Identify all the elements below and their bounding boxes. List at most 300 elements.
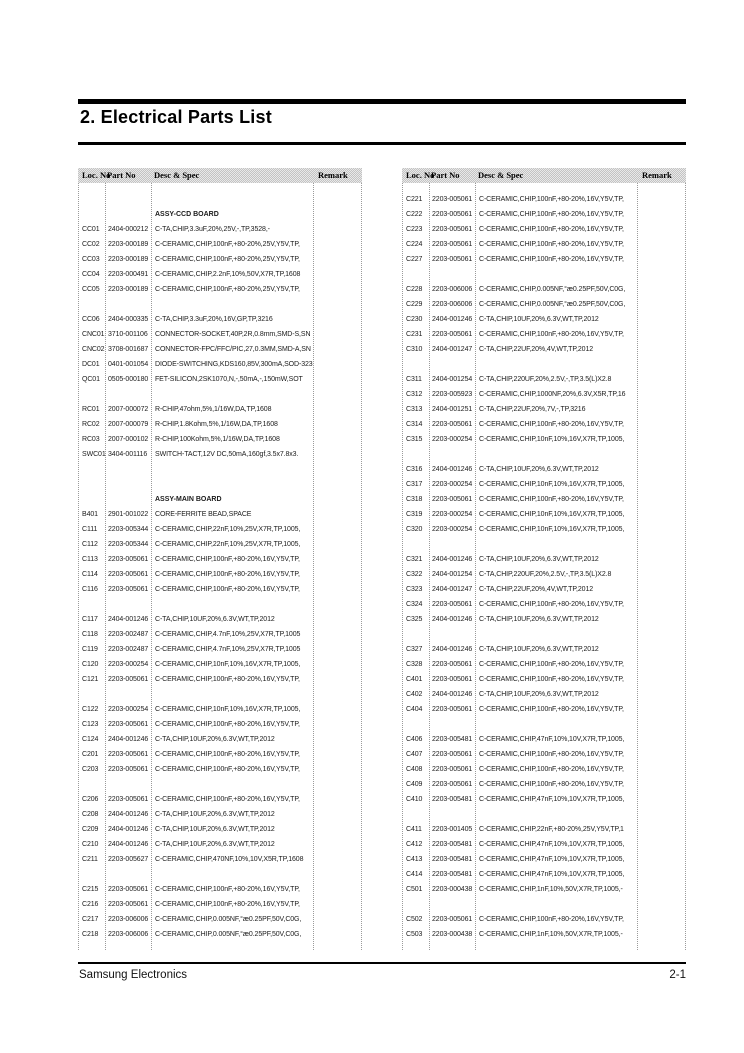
table-row [78,582,362,597]
loc-cell: C318 [406,496,423,503]
loc-cell: C231 [406,331,423,338]
desc-cell: C-TA,CHIP,10UF,20%,6.3V,WT,TP,2012 [479,616,599,623]
part-cell: 2203-005061 [108,586,149,593]
loc-cell: C223 [406,226,423,233]
loc-cell: C503 [406,931,423,938]
loc-cell [402,267,429,282]
part-cell: 2203-000189 [108,241,149,248]
table-row [402,222,686,237]
table-row [78,747,362,762]
part-cell: 2404-001246 [108,826,149,833]
remark-cell [637,762,686,777]
desc-cell [475,897,637,912]
part-cell: 2203-005344 [108,526,149,533]
loc-cell: C211 [82,856,98,863]
remark-cell [637,627,686,642]
loc-cell: C316 [406,466,423,473]
desc-cell: C-CERAMIC,CHIP,100nF,+80-20%,16V,Y5V,TP, [479,661,624,668]
remark-cell [313,507,362,522]
remark-cell [637,897,686,912]
desc-cell: C-CERAMIC,CHIP,100nF,+80-20%,16V,Y5V,TP, [155,766,300,773]
part-cell: 2203-000438 [432,886,473,893]
desc-cell: C-TA,CHIP,10UF,20%,6.3V,WT,TP,2012 [155,736,275,743]
desc-cell: C-CERAMIC,CHIP,10nF,10%,16V,X7R,TP,1005, [479,526,625,533]
remark-cell [313,927,362,942]
part-cell: 2203-005481 [432,871,473,878]
loc-cell [402,717,429,732]
table-row [78,717,362,732]
table-body-left [78,192,362,942]
remark-cell [313,342,362,357]
table-row [402,492,686,507]
loc-cell: C411 [406,826,422,833]
blank-row [78,297,362,312]
desc-cell: C-CERAMIC,CHIP,100nF,+80-20%,16V,Y5V,TP, [479,421,624,428]
desc-cell [475,357,637,372]
loc-cell: C119 [82,646,98,653]
loc-cell: RC03 [82,436,100,443]
loc-cell: C113 [82,556,98,563]
loc-cell: C124 [82,736,99,743]
desc-cell [151,687,313,702]
remark-cell [637,522,686,537]
remark-cell [637,297,686,312]
remark-cell [637,642,686,657]
part-cell: 2404-001251 [432,406,473,413]
part-cell: 2203-005481 [432,796,473,803]
loc-cell: B401 [82,511,98,518]
part-cell: 2203-005061 [432,241,473,248]
table-row [78,732,362,747]
part-cell: 2203-005061 [432,196,473,203]
loc-cell: C206 [82,796,99,803]
blank-row [402,807,686,822]
loc-cell: C408 [406,766,423,773]
table-row [402,777,686,792]
part-cell: 2203-005627 [108,856,149,863]
table-row [78,552,362,567]
loc-cell: C412 [406,841,423,848]
blank-row [78,777,362,792]
remark-cell [637,357,686,372]
desc-cell: C-CERAMIC,CHIP,100nF,+80-20%,16V,Y5V,TP, [479,676,624,683]
remark-cell [313,552,362,567]
desc-cell: C-TA,CHIP,10UF,20%,6.3V,WT,TP,2012 [479,556,599,563]
remark-cell [637,462,686,477]
desc-cell: R-CHIP,1.8Kohm,5%,1/16W,DA,TP,1608 [155,421,278,428]
table-row [402,882,686,897]
table-row [402,687,686,702]
part-cell: 3710-001106 [108,331,148,338]
table-row [78,567,362,582]
remark-cell [637,777,686,792]
loc-cell [78,492,105,507]
desc-cell: C-CERAMIC,CHIP,10nF,10%,16V,X7R,TP,1005, [479,511,625,518]
remark-cell [637,342,686,357]
loc-cell: C327 [406,646,423,653]
part-cell: 2203-005061 [432,601,473,608]
loc-cell: C328 [406,661,423,668]
desc-cell: C-CERAMIC,CHIP,100nF,+80-20%,16V,Y5V,TP, [479,241,624,248]
part-cell: 2203-005061 [432,781,473,788]
table-row [402,822,686,837]
loc-cell: C501 [406,886,423,893]
desc-cell [475,267,637,282]
desc-cell: R-CHIP,47ohm,5%,1/16W,DA,TP,1608 [155,406,272,413]
table-row [78,537,362,552]
table-row [402,912,686,927]
table-row [402,867,686,882]
loc-cell: CC04 [82,271,100,278]
remark-cell [637,267,686,282]
desc-cell [151,462,313,477]
remark-cell [313,192,362,207]
desc-cell: C-CERAMIC,CHIP,100nF,+80-20%,16V,Y5V,TP, [479,766,624,773]
desc-cell: C-CERAMIC,CHIP,100nF,+80-20%,16V,Y5V,TP, [479,706,624,713]
footer-page-number: 2-1 [669,969,686,981]
part-cell [105,387,151,402]
desc-cell: C-CERAMIC,CHIP,100nF,+80-20%,16V,Y5V,TP, [479,496,624,503]
desc-cell [151,192,313,207]
desc-cell [475,807,637,822]
desc-cell: C-CERAMIC,CHIP,4.7nF,10%,25V,X7R,TP,1005 [155,631,301,638]
remark-cell [637,852,686,867]
table-row [78,792,362,807]
loc-cell: CNC01 [82,331,105,338]
loc-cell: RC02 [82,421,100,428]
remark-cell [313,867,362,882]
desc-cell: C-CERAMIC,CHIP,100nF,+80-20%,16V,Y5V,TP, [155,556,300,563]
loc-cell: C120 [82,661,99,668]
blank-row [402,897,686,912]
remark-cell [313,597,362,612]
part-cell: 2404-001246 [432,316,473,323]
loc-cell: C323 [406,586,423,593]
part-cell: 2404-001246 [108,736,149,743]
remark-cell [637,252,686,267]
loc-cell: CNC02 [82,346,105,353]
table-row [402,402,686,417]
loc-cell: C121 [82,676,99,683]
loc-cell: C315 [406,436,423,443]
desc-cell: C-TA,CHIP,10UF,20%,6.3V,WT,TP,2012 [479,691,599,698]
part-cell: 2007-000102 [108,436,149,443]
remark-cell [637,582,686,597]
loc-cell: RC01 [82,406,100,413]
loc-cell: C210 [82,841,99,848]
desc-cell: C-CERAMIC,CHIP,100nF,+80-20%,16V,Y5V,TP, [479,196,624,203]
remark-cell [313,912,362,927]
desc-cell: C-CERAMIC,CHIP,100nF,+80-20%,16V,Y5V,TP, [479,601,624,608]
table-row [78,852,362,867]
remark-cell [313,702,362,717]
remark-cell [313,492,362,507]
remark-cell [637,282,686,297]
table-row [78,357,362,372]
desc-cell: C-CERAMIC,CHIP,22nF,10%,25V,X7R,TP,1005, [155,541,301,548]
table-row [402,417,686,432]
desc-cell: C-CERAMIC,CHIP,100nF,+80-20%,16V,Y5V,TP, [479,211,624,218]
loc-cell: C410 [406,796,423,803]
table-row [402,372,686,387]
part-cell: 2203-005344 [108,541,149,548]
remark-cell [637,747,686,762]
table-row [402,192,686,207]
part-cell: 2203-005061 [108,886,149,893]
remark-cell [313,837,362,852]
loc-cell: C414 [406,871,423,878]
desc-cell: C-CERAMIC,CHIP,100nF,+80-20%,16V,Y5V,TP, [155,676,300,683]
desc-cell: C-CERAMIC,CHIP,22nF,10%,25V,X7R,TP,1005, [155,526,301,533]
blank-row [78,192,362,207]
table-row [78,927,362,942]
desc-cell: DIODE-SWITCHING,KDS160,85V,300mA,SOD-323 [155,361,313,368]
loc-cell: C117 [82,616,98,623]
part-cell: 2203-005923 [432,391,473,398]
remark-cell [313,612,362,627]
part-cell [105,867,151,882]
loc-cell [78,777,105,792]
remark-cell [637,537,686,552]
desc-cell: C-TA,CHIP,220UF,20%,2.5V,-,TP,3.5(L)X2.8 [479,376,612,383]
desc-cell: C-CERAMIC,CHIP,100nF,+80-20%,25V,Y5V,TP, [155,256,300,263]
part-cell: 2203-000491 [108,271,149,278]
loc-cell: DC01 [82,361,100,368]
desc-cell: C-TA,CHIP,3.3uF,20%,16V,GP,TP,3216 [155,316,273,323]
table-row [78,642,362,657]
part-cell [105,687,151,702]
blank-row [78,477,362,492]
part-cell: 2404-001246 [432,616,473,623]
loc-cell: C413 [406,856,423,863]
loc-cell: C118 [82,631,98,638]
loc-cell [402,357,429,372]
table-row [402,312,686,327]
desc-cell: C-CERAMIC,CHIP,100nF,+80-20%,16V,Y5V,TP, [479,226,624,233]
remark-cell [313,657,362,672]
table-row [78,882,362,897]
part-cell: 2404-001246 [108,616,149,623]
part-cell [429,897,475,912]
part-cell: 2203-005061 [432,256,473,263]
remark-cell [313,312,362,327]
remark-cell [313,357,362,372]
part-cell: 2203-005061 [432,226,473,233]
table-row [402,927,686,942]
loc-cell: C311 [406,376,422,383]
part-cell: 2203-005061 [108,556,149,563]
part-cell: 2203-005061 [108,796,149,803]
loc-cell: C317 [406,481,423,488]
header-loc-no: Loc. No [82,170,111,180]
loc-cell: C320 [406,526,423,533]
loc-cell: C123 [82,721,99,728]
title-rule [78,142,686,145]
part-cell: 2203-005061 [108,901,149,908]
table-row [402,702,686,717]
table-row [78,822,362,837]
table-row [402,387,686,402]
part-cell: 2203-000254 [432,526,473,533]
table-row [78,372,362,387]
loc-cell [78,477,105,492]
part-cell: 2203-005061 [108,676,149,683]
table-row [402,657,686,672]
remark-cell [313,222,362,237]
table-row [78,252,362,267]
table-row [402,297,686,312]
part-cell: 2404-001246 [432,646,473,653]
loc-cell: C218 [82,931,99,938]
part-cell: 2404-000212 [108,226,149,233]
remark-cell [637,477,686,492]
remark-cell [637,507,686,522]
desc-cell: C-CERAMIC,CHIP,0.005NF,°æ0.25PF,50V,C0G, [479,286,626,293]
table-header-row [402,168,686,183]
table-row [402,207,686,222]
part-cell: 2404-001246 [108,811,149,818]
table-row [78,837,362,852]
desc-cell: CONNECTOR-SOCKET,40P,2R,0.8mm,SMD-S,SN [155,331,311,338]
loc-cell: C321 [406,556,423,563]
part-cell [105,207,151,222]
table-row [78,507,362,522]
loc-cell: C111 [82,526,98,533]
remark-cell [637,837,686,852]
part-cell [105,477,151,492]
table-header-row [78,168,362,183]
part-cell [105,462,151,477]
table-row [78,522,362,537]
remark-cell [313,252,362,267]
top-rule [78,99,686,104]
remark-cell [313,447,362,462]
part-cell: 2203-005481 [432,841,473,848]
remark-cell [313,882,362,897]
parts-table-left [78,168,362,950]
part-cell [105,597,151,612]
loc-cell: C221 [406,196,423,203]
remark-cell [637,807,686,822]
remark-cell [637,492,686,507]
loc-cell [78,597,105,612]
part-cell: 2901-001022 [108,511,149,518]
table-row [78,222,362,237]
remark-cell [313,807,362,822]
table-row [402,432,686,447]
desc-cell: C-TA,CHIP,220UF,20%,2.5V,-,TP,3.5(L)X2.8 [479,571,612,578]
blank-row [78,867,362,882]
table-row [78,702,362,717]
part-cell: 3708-001687 [108,346,149,353]
remark-cell [313,297,362,312]
table-row [402,642,686,657]
desc-cell: C-CERAMIC,CHIP,47nF,10%,10V,X7R,TP,1005, [479,841,625,848]
part-cell: 2404-001254 [432,571,473,578]
remark-cell [637,432,686,447]
desc-cell [151,597,313,612]
table-row [78,897,362,912]
remark-cell [637,567,686,582]
blank-row [402,447,686,462]
remark-cell [313,432,362,447]
part-cell [429,537,475,552]
part-cell: 2203-005061 [108,766,149,773]
blank-row [78,687,362,702]
remark-cell [313,207,362,222]
desc-cell: C-CERAMIC,CHIP,22nF,+80-20%,25V,Y5V,TP,1 [479,826,624,833]
part-cell: 2203-006006 [432,301,473,308]
loc-cell [78,867,105,882]
desc-cell: C-CERAMIC,CHIP,4.7nF,10%,25V,X7R,TP,1005 [155,646,301,653]
loc-cell: C122 [82,706,99,713]
desc-cell: C-TA,CHIP,10UF,20%,6.3V,WT,TP,2012 [479,646,599,653]
desc-cell: C-CERAMIC,CHIP,2.2nF,10%,50V,X7R,TP,1608 [155,271,301,278]
loc-cell: C325 [406,616,423,623]
desc-cell: ASSY-MAIN BOARD [155,496,222,503]
desc-cell: C-CERAMIC,CHIP,0.005NF,°æ0.25PF,50V,C0G, [155,916,302,923]
part-cell: 2203-006006 [432,286,473,293]
desc-cell: SWITCH-TACT,12V DC,50mA,160gf,3.5x7.8x3. [155,451,299,458]
remark-cell [313,537,362,552]
loc-cell [78,207,105,222]
loc-cell: C407 [406,751,423,758]
loc-cell: C502 [406,916,423,923]
table-row [402,552,686,567]
table-row [78,657,362,672]
part-cell: 0401-001054 [108,361,149,368]
remark-cell [313,402,362,417]
desc-cell: C-CERAMIC,CHIP,100nF,+80-20%,16V,Y5V,TP, [479,331,624,338]
loc-cell: QC01 [82,376,100,383]
part-cell [429,807,475,822]
remark-cell [313,852,362,867]
desc-cell: C-CERAMIC,CHIP,0.005NF,°æ0.25PF,50V,C0G, [155,931,302,938]
table-row [78,312,362,327]
blank-row [402,717,686,732]
table-row [402,582,686,597]
remark-cell [313,792,362,807]
loc-cell [402,447,429,462]
part-cell [429,447,475,462]
remark-cell [637,882,686,897]
loc-cell: C406 [406,736,423,743]
desc-cell: C-CERAMIC,CHIP,1000NF,20%,6.3V,X5R,TP,16 [479,391,626,398]
table-row [78,762,362,777]
desc-cell: C-TA,CHIP,10UF,20%,6.3V,WT,TP,2012 [479,466,599,473]
desc-cell [151,477,313,492]
loc-cell: SWC01 [82,451,106,458]
remark-cell [637,657,686,672]
part-cell: 2203-000189 [108,286,149,293]
header-desc-spec: Desc & Spec [154,170,200,180]
part-cell: 2404-001247 [432,346,473,353]
desc-cell: C-CERAMIC,CHIP,47nF,10%,10V,X7R,TP,1005, [479,871,625,878]
remark-cell [637,207,686,222]
remark-cell [313,777,362,792]
part-cell: 2404-001247 [432,586,473,593]
remark-cell [313,747,362,762]
desc-cell: C-TA,CHIP,22UF,20%,4V,WT,TP,2012 [479,346,594,353]
table-row [402,792,686,807]
loc-cell: C402 [406,691,423,698]
loc-cell [78,462,105,477]
part-cell: 2404-001246 [432,466,473,473]
remark-cell [637,702,686,717]
remark-cell [313,732,362,747]
loc-cell: C322 [406,571,423,578]
desc-cell: C-CERAMIC,CHIP,100nF,+80-20%,16V,Y5V,TP, [479,256,624,263]
